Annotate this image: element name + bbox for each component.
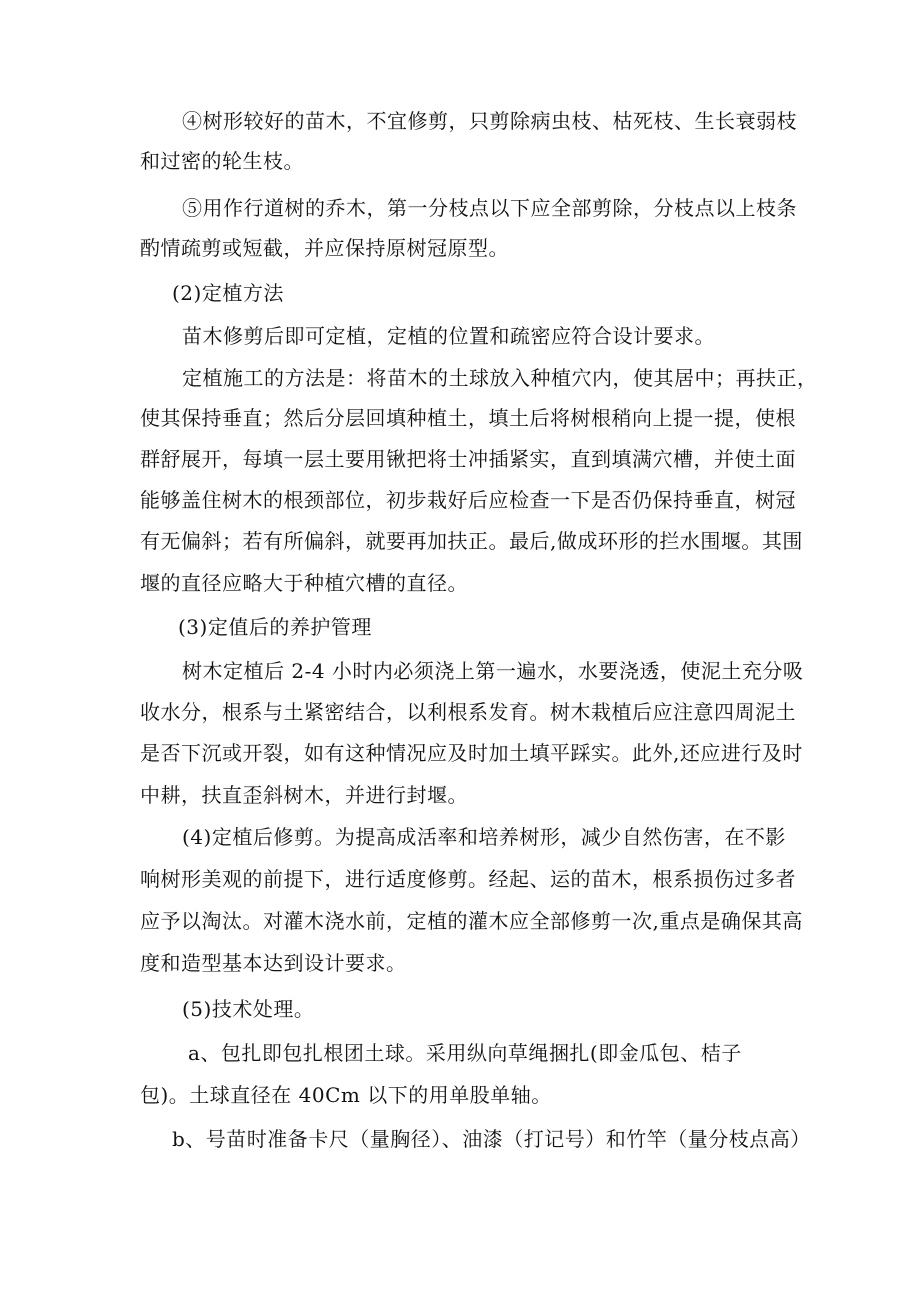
- maintenance-line-2: 收水分，根系与土紧密结合，以利根系发育。树木栽植后应注意四周泥土: [140, 700, 796, 724]
- heading-maintenance: (3)定值后的养护管理: [178, 615, 372, 639]
- pruning-line-1: (4)定植后修剪。为提高成活率和培养树形，减少自然伤害，在不影: [182, 825, 786, 849]
- pruning-line-2: 响树形美观的前提下，进行适度修剪。经起、运的苗木，根系损伤过多者: [140, 867, 796, 891]
- heading-planting-method: (2)定植方法: [172, 281, 284, 305]
- pruning-line-3: 应予以淘汰。对灌木浇水前，定植的灌木应全部修剪一次,重点是确保其高: [140, 909, 803, 933]
- pruning-line-4: 度和造型基本达到设计要求。: [140, 951, 407, 975]
- planting-method-line-5: 有无偏斜；若有所偏斜，就要再加扶正。最后,做成环形的拦水围堰。其围: [140, 529, 803, 553]
- heading-technical: (5)技术处理。: [182, 997, 315, 1021]
- para-5-line-2: 酌情疏剪或短截，并应保持原树冠原型。: [140, 236, 509, 260]
- maintenance-line-1: 树木定植后 2-4 小时内必须浇上第一遍水，水要浇透，使泥土充分吸: [182, 659, 804, 683]
- planting-method-line-6: 堰的直径应略大于种植穴槽的直径。: [140, 571, 468, 595]
- maintenance-line-3: 是否下沉或开裂，如有这种情况应及时加土填平踩实。此外,还应进行及时: [140, 741, 803, 765]
- para-4-line-2: 和过密的轮生枝。: [140, 149, 304, 173]
- technical-b-line-1: b、号苗时准备卡尺（量胸径）、油漆（打记号）和竹竿（量分枝点高）: [172, 1127, 811, 1151]
- planting-method-line-3: 群舒展开，每填一层土要用锹把将士冲插紧实，直到填满穴槽，并使土面: [140, 447, 796, 471]
- maintenance-line-4: 中耕，扶直歪斜树木，并进行封堰。: [140, 783, 468, 807]
- para-5-line-1: ⑤用作行道树的乔木，第一分枝点以下应全部剪除，分枝点以上枝条: [182, 196, 797, 220]
- technical-a-line-2: 包)。土球直径在 40Cm 以下的用单股单轴。: [140, 1083, 552, 1107]
- planting-method-line-1: 定植施工的方法是：将苗木的土球放入种植穴内，使其居中；再扶正，: [182, 366, 818, 390]
- planting-method-line-4: 能够盖住树木的根颈部位，初步栽好后应检查一下是否仍保持垂直，树冠: [140, 488, 796, 512]
- para-4-line-1: ④树形较好的苗木，不宜修剪，只剪除病虫枝、枯死枝、生长衰弱枝: [182, 109, 797, 133]
- planting-intro: 苗木修剪后即可定植，定植的位置和疏密应符合设计要求。: [182, 324, 715, 348]
- technical-a-line-1: a、包扎即包扎根团土球。采用纵向草绳捆扎(即金瓜包、桔子: [188, 1041, 742, 1065]
- planting-method-line-2: 使其保持垂直；然后分层回填种植土，填土后将树根稍向上提一提，使根: [140, 406, 796, 430]
